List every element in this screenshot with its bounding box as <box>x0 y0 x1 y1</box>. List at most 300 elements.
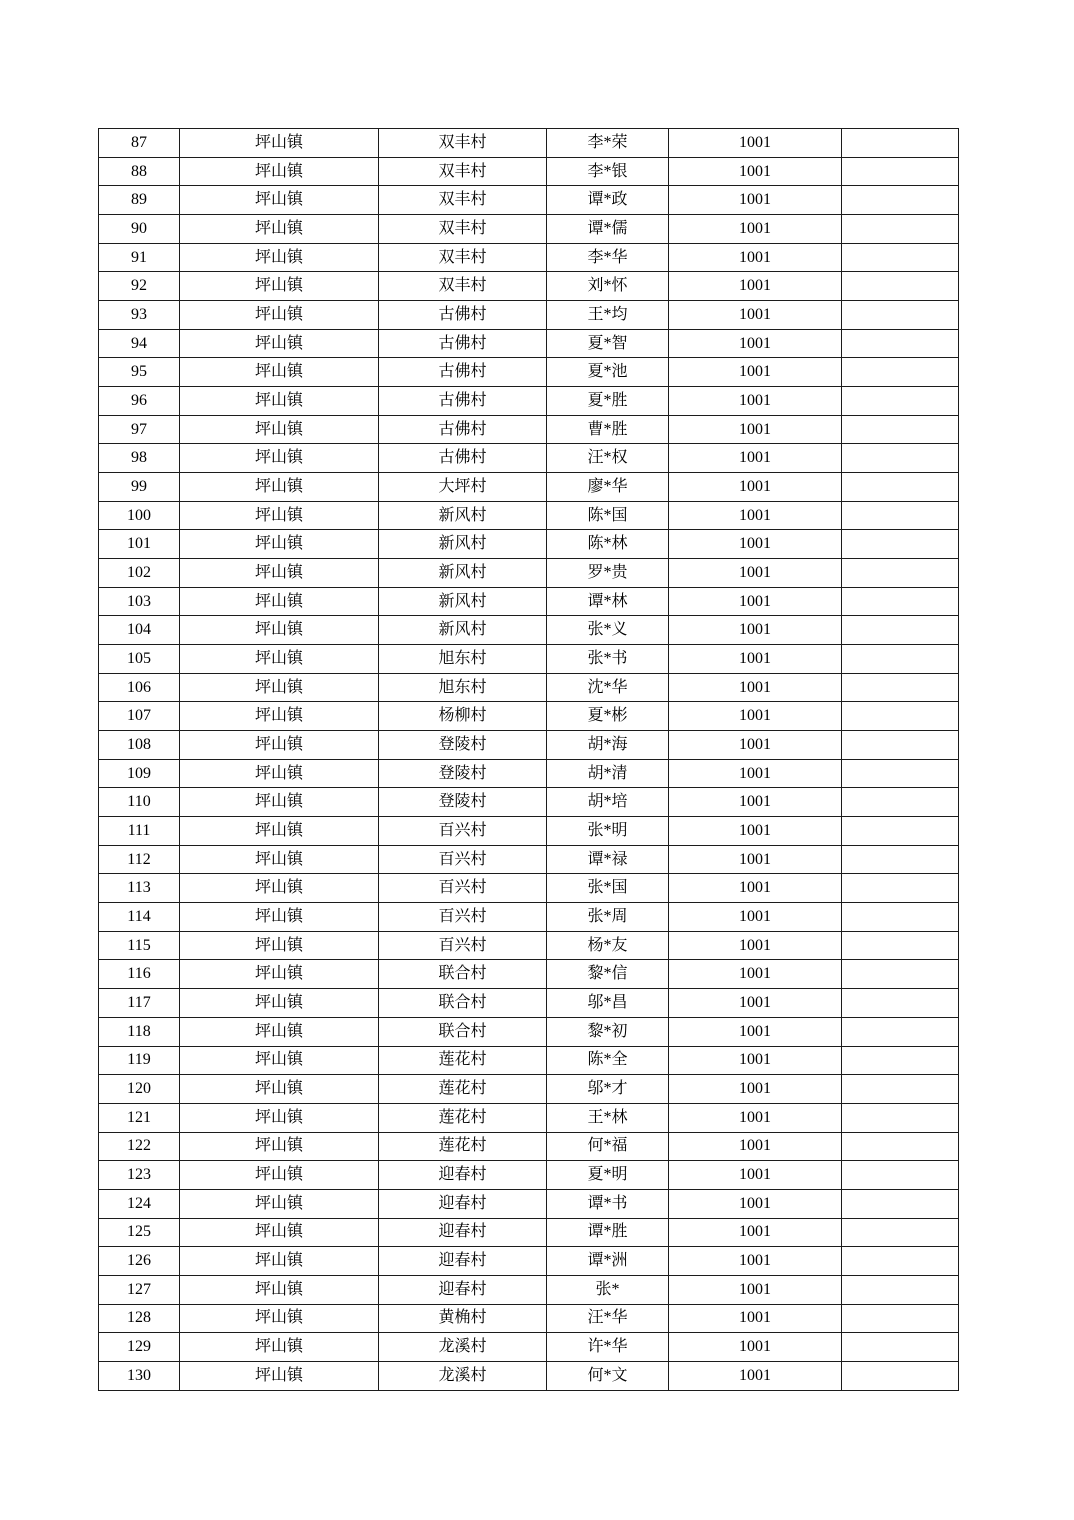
table-row <box>99 1333 959 1362</box>
cell-town: 坪山镇 <box>180 702 379 731</box>
cell-town: 坪山镇 <box>180 1218 379 1247</box>
cell-name: 廖*华 <box>547 473 669 502</box>
table-row <box>99 301 959 330</box>
cell-index: 112 <box>99 845 180 874</box>
cell-index: 97 <box>99 415 180 444</box>
cell-name: 夏*胜 <box>547 387 669 416</box>
table-row <box>99 329 959 358</box>
cell-town: 坪山镇 <box>180 1361 379 1390</box>
cell-blank <box>842 1132 959 1161</box>
cell-village: 双丰村 <box>379 129 547 158</box>
cell-town: 坪山镇 <box>180 559 379 588</box>
cell-index: 100 <box>99 501 180 530</box>
cell-name: 邬*昌 <box>547 989 669 1018</box>
cell-name: 张*周 <box>547 903 669 932</box>
table-row <box>99 645 959 674</box>
cell-name: 王*林 <box>547 1103 669 1132</box>
cell-index: 94 <box>99 329 180 358</box>
table-row <box>99 702 959 731</box>
cell-village: 古佛村 <box>379 444 547 473</box>
cell-name: 张* <box>547 1275 669 1304</box>
cell-blank <box>842 702 959 731</box>
cell-code: 1001 <box>669 1075 842 1104</box>
cell-town: 坪山镇 <box>180 1046 379 1075</box>
cell-index: 91 <box>99 243 180 272</box>
table-row <box>99 358 959 387</box>
cell-blank <box>842 759 959 788</box>
cell-name: 黎*初 <box>547 1017 669 1046</box>
table-row <box>99 1247 959 1276</box>
cell-town: 坪山镇 <box>180 845 379 874</box>
cell-code: 1001 <box>669 1017 842 1046</box>
cell-blank <box>842 272 959 301</box>
cell-village: 双丰村 <box>379 186 547 215</box>
cell-blank <box>842 1161 959 1190</box>
cell-town: 坪山镇 <box>180 301 379 330</box>
cell-village: 联合村 <box>379 989 547 1018</box>
cell-village: 百兴村 <box>379 903 547 932</box>
cell-village: 杨柳村 <box>379 702 547 731</box>
cell-blank <box>842 1361 959 1390</box>
cell-village: 古佛村 <box>379 387 547 416</box>
cell-code: 1001 <box>669 874 842 903</box>
cell-town: 坪山镇 <box>180 501 379 530</box>
cell-town: 坪山镇 <box>180 788 379 817</box>
cell-code: 1001 <box>669 186 842 215</box>
cell-name: 黎*信 <box>547 960 669 989</box>
cell-name: 许*华 <box>547 1333 669 1362</box>
cell-code: 1001 <box>669 157 842 186</box>
cell-town: 坪山镇 <box>180 931 379 960</box>
cell-blank <box>842 215 959 244</box>
cell-code: 1001 <box>669 559 842 588</box>
cell-code: 1001 <box>669 387 842 416</box>
cell-village: 新风村 <box>379 559 547 588</box>
cell-town: 坪山镇 <box>180 186 379 215</box>
cell-village: 登陵村 <box>379 731 547 760</box>
table-row <box>99 1132 959 1161</box>
cell-blank <box>842 501 959 530</box>
cell-code: 1001 <box>669 960 842 989</box>
cell-index: 110 <box>99 788 180 817</box>
cell-blank <box>842 1218 959 1247</box>
table-row <box>99 501 959 530</box>
cell-name: 汪*权 <box>547 444 669 473</box>
cell-code: 1001 <box>669 759 842 788</box>
cell-blank <box>842 186 959 215</box>
cell-village: 百兴村 <box>379 874 547 903</box>
cell-blank <box>842 530 959 559</box>
cell-village: 百兴村 <box>379 817 547 846</box>
cell-town: 坪山镇 <box>180 387 379 416</box>
table-row <box>99 1046 959 1075</box>
cell-index: 89 <box>99 186 180 215</box>
cell-blank <box>842 645 959 674</box>
cell-code: 1001 <box>669 673 842 702</box>
cell-code: 1001 <box>669 358 842 387</box>
cell-town: 坪山镇 <box>180 616 379 645</box>
cell-code: 1001 <box>669 1046 842 1075</box>
cell-town: 坪山镇 <box>180 1132 379 1161</box>
cell-town: 坪山镇 <box>180 874 379 903</box>
cell-village: 古佛村 <box>379 329 547 358</box>
cell-name: 夏*池 <box>547 358 669 387</box>
cell-code: 1001 <box>669 931 842 960</box>
cell-name: 夏*彬 <box>547 702 669 731</box>
cell-index: 102 <box>99 559 180 588</box>
table-row <box>99 1189 959 1218</box>
cell-name: 李*荣 <box>547 129 669 158</box>
cell-index: 96 <box>99 387 180 416</box>
cell-town: 坪山镇 <box>180 989 379 1018</box>
cell-index: 128 <box>99 1304 180 1333</box>
cell-village: 联合村 <box>379 1017 547 1046</box>
cell-name: 谭*政 <box>547 186 669 215</box>
cell-blank <box>842 243 959 272</box>
cell-index: 120 <box>99 1075 180 1104</box>
cell-blank <box>842 960 959 989</box>
cell-blank <box>842 845 959 874</box>
cell-code: 1001 <box>669 243 842 272</box>
cell-name: 陈*国 <box>547 501 669 530</box>
cell-town: 坪山镇 <box>180 960 379 989</box>
table-row <box>99 1304 959 1333</box>
cell-village: 百兴村 <box>379 931 547 960</box>
cell-town: 坪山镇 <box>180 129 379 158</box>
cell-code: 1001 <box>669 845 842 874</box>
cell-town: 坪山镇 <box>180 358 379 387</box>
cell-village: 迎春村 <box>379 1189 547 1218</box>
cell-code: 1001 <box>669 1247 842 1276</box>
table-row <box>99 960 959 989</box>
cell-village: 莲花村 <box>379 1075 547 1104</box>
cell-village: 新风村 <box>379 616 547 645</box>
cell-name: 谭*儒 <box>547 215 669 244</box>
cell-town: 坪山镇 <box>180 1247 379 1276</box>
cell-town: 坪山镇 <box>180 1275 379 1304</box>
cell-name: 李*银 <box>547 157 669 186</box>
cell-index: 122 <box>99 1132 180 1161</box>
cell-blank <box>842 788 959 817</box>
table-row <box>99 845 959 874</box>
cell-village: 迎春村 <box>379 1275 547 1304</box>
cell-code: 1001 <box>669 329 842 358</box>
cell-index: 90 <box>99 215 180 244</box>
cell-town: 坪山镇 <box>180 530 379 559</box>
cell-code: 1001 <box>669 415 842 444</box>
cell-code: 1001 <box>669 530 842 559</box>
cell-code: 1001 <box>669 817 842 846</box>
cell-town: 坪山镇 <box>180 1017 379 1046</box>
cell-village: 莲花村 <box>379 1103 547 1132</box>
cell-name: 汪*华 <box>547 1304 669 1333</box>
cell-index: 118 <box>99 1017 180 1046</box>
cell-name: 杨*友 <box>547 931 669 960</box>
cell-blank <box>842 1075 959 1104</box>
table-row <box>99 759 959 788</box>
cell-name: 谭*书 <box>547 1189 669 1218</box>
cell-code: 1001 <box>669 272 842 301</box>
cell-code: 1001 <box>669 702 842 731</box>
cell-blank <box>842 903 959 932</box>
cell-code: 1001 <box>669 731 842 760</box>
cell-town: 坪山镇 <box>180 1075 379 1104</box>
table-row <box>99 731 959 760</box>
cell-code: 1001 <box>669 1189 842 1218</box>
cell-name: 张*明 <box>547 817 669 846</box>
table-row <box>99 186 959 215</box>
cell-name: 邬*才 <box>547 1075 669 1104</box>
cell-blank <box>842 1304 959 1333</box>
cell-index: 106 <box>99 673 180 702</box>
cell-name: 陈*全 <box>547 1046 669 1075</box>
cell-blank <box>842 444 959 473</box>
cell-blank <box>842 1333 959 1362</box>
table-row <box>99 817 959 846</box>
cell-blank <box>842 559 959 588</box>
cell-blank <box>842 1275 959 1304</box>
cell-blank <box>842 358 959 387</box>
cell-town: 坪山镇 <box>180 759 379 788</box>
table-row <box>99 530 959 559</box>
cell-name: 张*义 <box>547 616 669 645</box>
cell-name: 胡*海 <box>547 731 669 760</box>
cell-index: 108 <box>99 731 180 760</box>
cell-index: 129 <box>99 1333 180 1362</box>
cell-code: 1001 <box>669 473 842 502</box>
cell-town: 坪山镇 <box>180 444 379 473</box>
cell-name: 刘*怀 <box>547 272 669 301</box>
cell-index: 105 <box>99 645 180 674</box>
cell-blank <box>842 301 959 330</box>
cell-village: 迎春村 <box>379 1247 547 1276</box>
cell-village: 新风村 <box>379 501 547 530</box>
cell-name: 何*文 <box>547 1361 669 1390</box>
cell-village: 古佛村 <box>379 301 547 330</box>
table-row <box>99 788 959 817</box>
cell-index: 109 <box>99 759 180 788</box>
cell-code: 1001 <box>669 1361 842 1390</box>
cell-blank <box>842 129 959 158</box>
cell-town: 坪山镇 <box>180 157 379 186</box>
table-row <box>99 1361 959 1390</box>
cell-village: 登陵村 <box>379 788 547 817</box>
cell-blank <box>842 473 959 502</box>
cell-village: 迎春村 <box>379 1218 547 1247</box>
table-row <box>99 874 959 903</box>
cell-code: 1001 <box>669 1218 842 1247</box>
cell-index: 114 <box>99 903 180 932</box>
cell-blank <box>842 1046 959 1075</box>
cell-index: 93 <box>99 301 180 330</box>
cell-blank <box>842 387 959 416</box>
cell-code: 1001 <box>669 501 842 530</box>
cell-code: 1001 <box>669 444 842 473</box>
cell-index: 124 <box>99 1189 180 1218</box>
cell-town: 坪山镇 <box>180 587 379 616</box>
cell-town: 坪山镇 <box>180 1189 379 1218</box>
cell-blank <box>842 157 959 186</box>
cell-name: 谭*胜 <box>547 1218 669 1247</box>
cell-village: 双丰村 <box>379 243 547 272</box>
table-row <box>99 903 959 932</box>
table-row <box>99 129 959 158</box>
cell-index: 119 <box>99 1046 180 1075</box>
cell-blank <box>842 989 959 1018</box>
table-row <box>99 559 959 588</box>
cell-index: 87 <box>99 129 180 158</box>
cell-town: 坪山镇 <box>180 1304 379 1333</box>
cell-town: 坪山镇 <box>180 903 379 932</box>
cell-village: 百兴村 <box>379 845 547 874</box>
table-row <box>99 1218 959 1247</box>
cell-blank <box>842 1189 959 1218</box>
cell-village: 新风村 <box>379 587 547 616</box>
table-row <box>99 587 959 616</box>
cell-blank <box>842 616 959 645</box>
cell-name: 夏*智 <box>547 329 669 358</box>
cell-village: 旭东村 <box>379 673 547 702</box>
cell-index: 95 <box>99 358 180 387</box>
cell-code: 1001 <box>669 1161 842 1190</box>
cell-code: 1001 <box>669 1275 842 1304</box>
cell-village: 古佛村 <box>379 358 547 387</box>
table-row <box>99 243 959 272</box>
cell-index: 99 <box>99 473 180 502</box>
cell-name: 谭*禄 <box>547 845 669 874</box>
cell-name: 陈*林 <box>547 530 669 559</box>
cell-village: 龙溪村 <box>379 1361 547 1390</box>
cell-blank <box>842 1017 959 1046</box>
cell-village: 莲花村 <box>379 1046 547 1075</box>
cell-index: 103 <box>99 587 180 616</box>
cell-name: 王*均 <box>547 301 669 330</box>
roster-table <box>98 128 959 1391</box>
cell-index: 104 <box>99 616 180 645</box>
cell-code: 1001 <box>669 788 842 817</box>
cell-code: 1001 <box>669 1333 842 1362</box>
table-row <box>99 272 959 301</box>
cell-index: 123 <box>99 1161 180 1190</box>
table-row <box>99 673 959 702</box>
cell-code: 1001 <box>669 616 842 645</box>
cell-town: 坪山镇 <box>180 673 379 702</box>
cell-name: 胡*培 <box>547 788 669 817</box>
cell-blank <box>842 329 959 358</box>
cell-name: 罗*贵 <box>547 559 669 588</box>
cell-index: 130 <box>99 1361 180 1390</box>
roster-table-body <box>99 129 959 1391</box>
cell-name: 曹*胜 <box>547 415 669 444</box>
cell-blank <box>842 1247 959 1276</box>
table-row <box>99 1017 959 1046</box>
cell-blank <box>842 817 959 846</box>
cell-index: 125 <box>99 1218 180 1247</box>
table-row <box>99 387 959 416</box>
cell-village: 黄桷村 <box>379 1304 547 1333</box>
cell-index: 115 <box>99 931 180 960</box>
cell-code: 1001 <box>669 903 842 932</box>
table-row <box>99 1161 959 1190</box>
cell-town: 坪山镇 <box>180 731 379 760</box>
cell-town: 坪山镇 <box>180 1103 379 1132</box>
cell-index: 127 <box>99 1275 180 1304</box>
table-row <box>99 473 959 502</box>
cell-blank <box>842 874 959 903</box>
cell-village: 双丰村 <box>379 157 547 186</box>
cell-town: 坪山镇 <box>180 473 379 502</box>
cell-name: 胡*清 <box>547 759 669 788</box>
table-row <box>99 157 959 186</box>
cell-village: 莲花村 <box>379 1132 547 1161</box>
cell-index: 113 <box>99 874 180 903</box>
cell-index: 121 <box>99 1103 180 1132</box>
cell-village: 大坪村 <box>379 473 547 502</box>
cell-town: 坪山镇 <box>180 329 379 358</box>
cell-name: 夏*明 <box>547 1161 669 1190</box>
table-row <box>99 444 959 473</box>
table-row <box>99 415 959 444</box>
cell-blank <box>842 731 959 760</box>
cell-village: 古佛村 <box>379 415 547 444</box>
cell-blank <box>842 587 959 616</box>
table-row <box>99 1075 959 1104</box>
cell-town: 坪山镇 <box>180 243 379 272</box>
cell-index: 101 <box>99 530 180 559</box>
cell-name: 张*国 <box>547 874 669 903</box>
cell-index: 126 <box>99 1247 180 1276</box>
cell-index: 88 <box>99 157 180 186</box>
cell-town: 坪山镇 <box>180 272 379 301</box>
cell-name: 李*华 <box>547 243 669 272</box>
cell-code: 1001 <box>669 989 842 1018</box>
cell-name: 何*福 <box>547 1132 669 1161</box>
cell-village: 双丰村 <box>379 272 547 301</box>
cell-code: 1001 <box>669 1132 842 1161</box>
cell-code: 1001 <box>669 645 842 674</box>
cell-code: 1001 <box>669 129 842 158</box>
cell-village: 迎春村 <box>379 1161 547 1190</box>
cell-index: 117 <box>99 989 180 1018</box>
cell-town: 坪山镇 <box>180 215 379 244</box>
cell-village: 双丰村 <box>379 215 547 244</box>
cell-code: 1001 <box>669 1304 842 1333</box>
table-row <box>99 1103 959 1132</box>
cell-index: 107 <box>99 702 180 731</box>
table-row <box>99 215 959 244</box>
cell-index: 98 <box>99 444 180 473</box>
cell-blank <box>842 415 959 444</box>
cell-name: 沈*华 <box>547 673 669 702</box>
cell-name: 张*书 <box>547 645 669 674</box>
cell-town: 坪山镇 <box>180 1333 379 1362</box>
cell-town: 坪山镇 <box>180 645 379 674</box>
cell-index: 111 <box>99 817 180 846</box>
cell-town: 坪山镇 <box>180 1161 379 1190</box>
cell-name: 谭*洲 <box>547 1247 669 1276</box>
cell-code: 1001 <box>669 587 842 616</box>
cell-index: 92 <box>99 272 180 301</box>
table-row <box>99 989 959 1018</box>
cell-code: 1001 <box>669 301 842 330</box>
cell-town: 坪山镇 <box>180 817 379 846</box>
cell-town: 坪山镇 <box>180 415 379 444</box>
cell-village: 登陵村 <box>379 759 547 788</box>
cell-village: 联合村 <box>379 960 547 989</box>
cell-blank <box>842 931 959 960</box>
cell-code: 1001 <box>669 1103 842 1132</box>
cell-village: 旭东村 <box>379 645 547 674</box>
